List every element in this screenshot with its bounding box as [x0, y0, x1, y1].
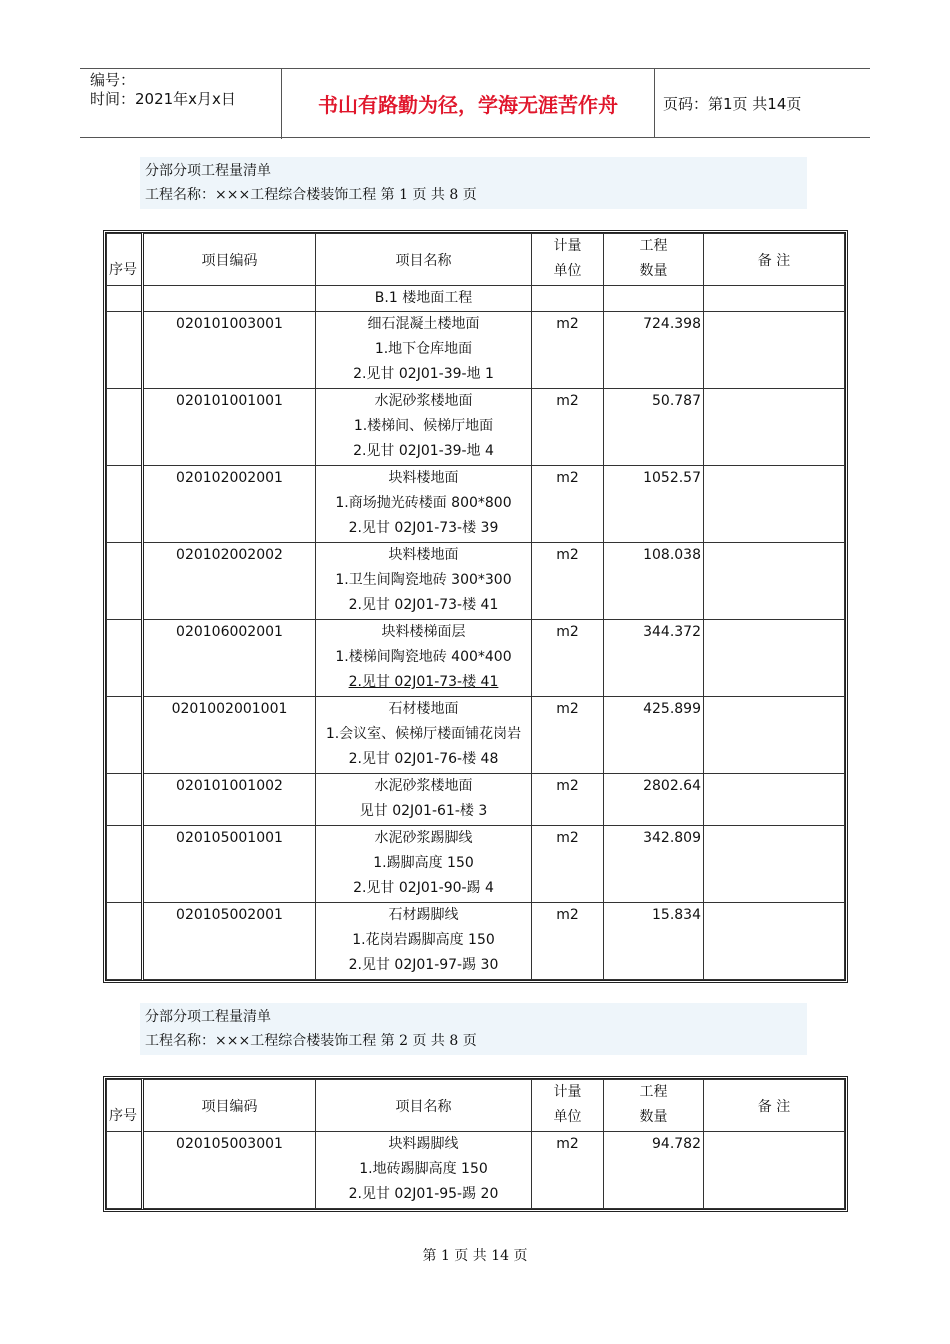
- col-header-seq: 序号: [107, 1080, 143, 1132]
- table-row: [107, 543, 845, 620]
- table-row: [107, 1132, 845, 1209]
- section2-caption: [140, 1003, 807, 1055]
- col-header-name: 项目名称: [316, 234, 532, 286]
- col-header-note: 备 注: [704, 234, 845, 286]
- header-page-label: 页码：第1页 共14页: [663, 94, 802, 113]
- row-name-line: 2.见甘 02J01-39-地 1: [353, 366, 494, 382]
- section-code-cell: [143, 286, 316, 312]
- row-unit: m2: [532, 466, 604, 543]
- section1-project: 工程名称：×××工程综合楼装饰工程 第 1 页 共 8 页: [145, 187, 477, 203]
- col-header-qty: [604, 234, 704, 286]
- table-row: [107, 826, 845, 903]
- row-name: [316, 312, 532, 389]
- col-header-unit: [532, 1080, 604, 1132]
- row-seq-cell: [107, 620, 143, 697]
- date-label: 时间：2021年x月x日: [90, 90, 236, 108]
- col-header-qty-line1: 工程: [639, 1084, 668, 1100]
- col-header-unit-line2: 单位: [553, 1109, 582, 1125]
- row-name-line: 1.会议室、候梯厅楼面铺花岗岩: [325, 726, 522, 742]
- section1-caption: [140, 157, 807, 209]
- row-name-line: 1.楼梯间陶瓷地砖 400*400: [335, 649, 512, 665]
- row-quantity: 1052.57: [604, 466, 704, 543]
- row-note: [704, 774, 845, 826]
- row-seq-cell: [107, 1132, 143, 1209]
- row-name-line: 1.踢脚高度 150: [373, 855, 474, 871]
- quantity-table-1: [103, 230, 848, 983]
- row-quantity: 94.782: [604, 1132, 704, 1209]
- row-name-line: 2.见甘 02J01-73-楼 39: [348, 520, 499, 536]
- row-code: 020101003001: [143, 312, 316, 389]
- section2-project: 工程名称：×××工程综合楼装饰工程 第 2 页 共 8 页: [145, 1033, 477, 1049]
- table-row: [107, 697, 845, 774]
- row-seq-cell: [107, 466, 143, 543]
- col-header-note: 备 注: [704, 1080, 845, 1132]
- row-quantity: 15.834: [604, 903, 704, 980]
- row-note: [704, 903, 845, 980]
- row-quantity: 344.372: [604, 620, 704, 697]
- row-name-line: 1.地砖踢脚高度 150: [359, 1161, 488, 1177]
- section-label: B.1 楼地面工程: [316, 286, 532, 312]
- row-name: [316, 774, 532, 826]
- row-unit: m2: [532, 312, 604, 389]
- row-unit: m2: [532, 543, 604, 620]
- col-header-unit-line2: 单位: [553, 263, 582, 279]
- row-note: [704, 1132, 845, 1209]
- quantity-table-2: [103, 1076, 848, 1212]
- row-note: [704, 697, 845, 774]
- row-seq-cell: [107, 697, 143, 774]
- table-row: [107, 903, 845, 980]
- row-note: [704, 466, 845, 543]
- row-name: [316, 826, 532, 903]
- row-name: [316, 697, 532, 774]
- row-note: [704, 826, 845, 903]
- section-qty-cell: [604, 286, 704, 312]
- row-unit: m2: [532, 826, 604, 903]
- row-name-line: 2.见甘 02J01-95-踢 20: [348, 1186, 499, 1202]
- document-header: [80, 68, 870, 138]
- row-quantity: 342.809: [604, 826, 704, 903]
- row-name-line: 2.见甘 02J01-73-楼 41: [348, 597, 499, 613]
- header-meta: [80, 69, 282, 139]
- row-note: [704, 389, 845, 466]
- row-name: [316, 903, 532, 980]
- row-seq-cell: [107, 826, 143, 903]
- row-note: [704, 543, 845, 620]
- row-name-line: 1.地下仓库地面: [374, 341, 473, 357]
- table-row: [107, 774, 845, 826]
- row-code: 020105002001: [143, 903, 316, 980]
- row-name-line: 1.花岗岩踢脚高度 150: [352, 932, 495, 948]
- row-unit: m2: [532, 1132, 604, 1209]
- row-name-line: 块料楼地面: [388, 470, 459, 486]
- col-header-qty: [604, 1080, 704, 1132]
- row-code: 020101001001: [143, 389, 316, 466]
- row-name-line: 水泥砂浆踢脚线: [374, 830, 473, 846]
- row-note: [704, 312, 845, 389]
- row-seq-cell: [107, 903, 143, 980]
- row-code: 020102002002: [143, 543, 316, 620]
- row-name-line: 见甘 02J01-61-楼 3: [359, 803, 488, 819]
- col-header-code: 项目编码: [143, 234, 316, 286]
- col-header-unit: [532, 234, 604, 286]
- page-footer: 第 1 页 共 14 页: [422, 1248, 528, 1264]
- row-seq-cell: [107, 543, 143, 620]
- row-name: [316, 543, 532, 620]
- col-header-qty-line1: 工程: [639, 238, 668, 254]
- row-quantity: 2802.64: [604, 774, 704, 826]
- row-unit: m2: [532, 389, 604, 466]
- table-row: [107, 620, 845, 697]
- row-name-line: 1.卫生间陶瓷地砖 300*300: [335, 572, 512, 588]
- table-row: [107, 312, 845, 389]
- col-header-unit-line1: 计量: [553, 238, 582, 254]
- row-name-line: 块料楼梯面层: [381, 624, 466, 640]
- row-name-line: 2.见甘 02J01-73-楼 41: [348, 674, 499, 690]
- col-header-name: 项目名称: [316, 1080, 532, 1132]
- row-code: 020102002001: [143, 466, 316, 543]
- section1-title: 分部分项工程量清单: [145, 163, 271, 179]
- number-label: 编号：: [90, 71, 136, 89]
- row-unit: m2: [532, 903, 604, 980]
- row-name-line: 石材踢脚线: [388, 907, 459, 923]
- row-name-line: 2.见甘 02J01-39-地 4: [353, 443, 494, 459]
- section-unit-cell: [532, 286, 604, 312]
- row-name-line: 石材楼地面: [388, 701, 459, 717]
- col-header-code: 项目编码: [143, 1080, 316, 1132]
- section-seq-cell: [107, 286, 143, 312]
- row-name: [316, 620, 532, 697]
- row-code: 020101001002: [143, 774, 316, 826]
- row-note: [704, 620, 845, 697]
- row-name-line: 1.楼梯间、候梯厅地面: [353, 418, 494, 434]
- row-quantity: 108.038: [604, 543, 704, 620]
- col-header-seq: 序号: [107, 234, 143, 286]
- row-code: 020105003001: [143, 1132, 316, 1209]
- row-name: [316, 1132, 532, 1209]
- row-quantity: 50.787: [604, 389, 704, 466]
- row-code: 020105001001: [143, 826, 316, 903]
- row-quantity: 724.398: [604, 312, 704, 389]
- row-seq-cell: [107, 774, 143, 826]
- row-quantity: 425.899: [604, 697, 704, 774]
- row-name-line: 细石混凝土楼地面: [367, 316, 480, 332]
- row-name-line: 1.商场抛光砖楼面 800*800: [335, 495, 512, 511]
- row-unit: m2: [532, 620, 604, 697]
- col-header-unit-line1: 计量: [553, 1084, 582, 1100]
- row-unit: m2: [532, 697, 604, 774]
- row-name-line: 水泥砂浆楼地面: [374, 393, 473, 409]
- row-seq-cell: [107, 312, 143, 389]
- row-name: [316, 466, 532, 543]
- row-name-line: 2.见甘 02J01-97-踢 30: [348, 957, 499, 973]
- row-name-line: 2.见甘 02J01-90-踢 4: [353, 880, 494, 896]
- row-name-line: 块料踢脚线: [388, 1136, 459, 1152]
- row-code: 020106002001: [143, 620, 316, 697]
- row-name-line: 块料楼地面: [388, 547, 459, 563]
- row-name: [316, 389, 532, 466]
- row-seq-cell: [107, 389, 143, 466]
- col-header-qty-line2: 数量: [639, 263, 668, 279]
- row-code: 0201002001001: [143, 697, 316, 774]
- section-note-cell: [704, 286, 845, 312]
- section-row: [107, 286, 845, 312]
- section2-title: 分部分项工程量清单: [145, 1009, 271, 1025]
- row-name-line: 2.见甘 02J01-76-楼 48: [348, 751, 499, 767]
- table-row: [107, 389, 845, 466]
- table-row: [107, 466, 845, 543]
- col-header-qty-line2: 数量: [639, 1109, 668, 1125]
- row-name-line: 水泥砂浆楼地面: [374, 778, 473, 794]
- header-motto: 书山有路勤为径，学海无涯苦作舟: [282, 69, 655, 137]
- row-unit: m2: [532, 774, 604, 826]
